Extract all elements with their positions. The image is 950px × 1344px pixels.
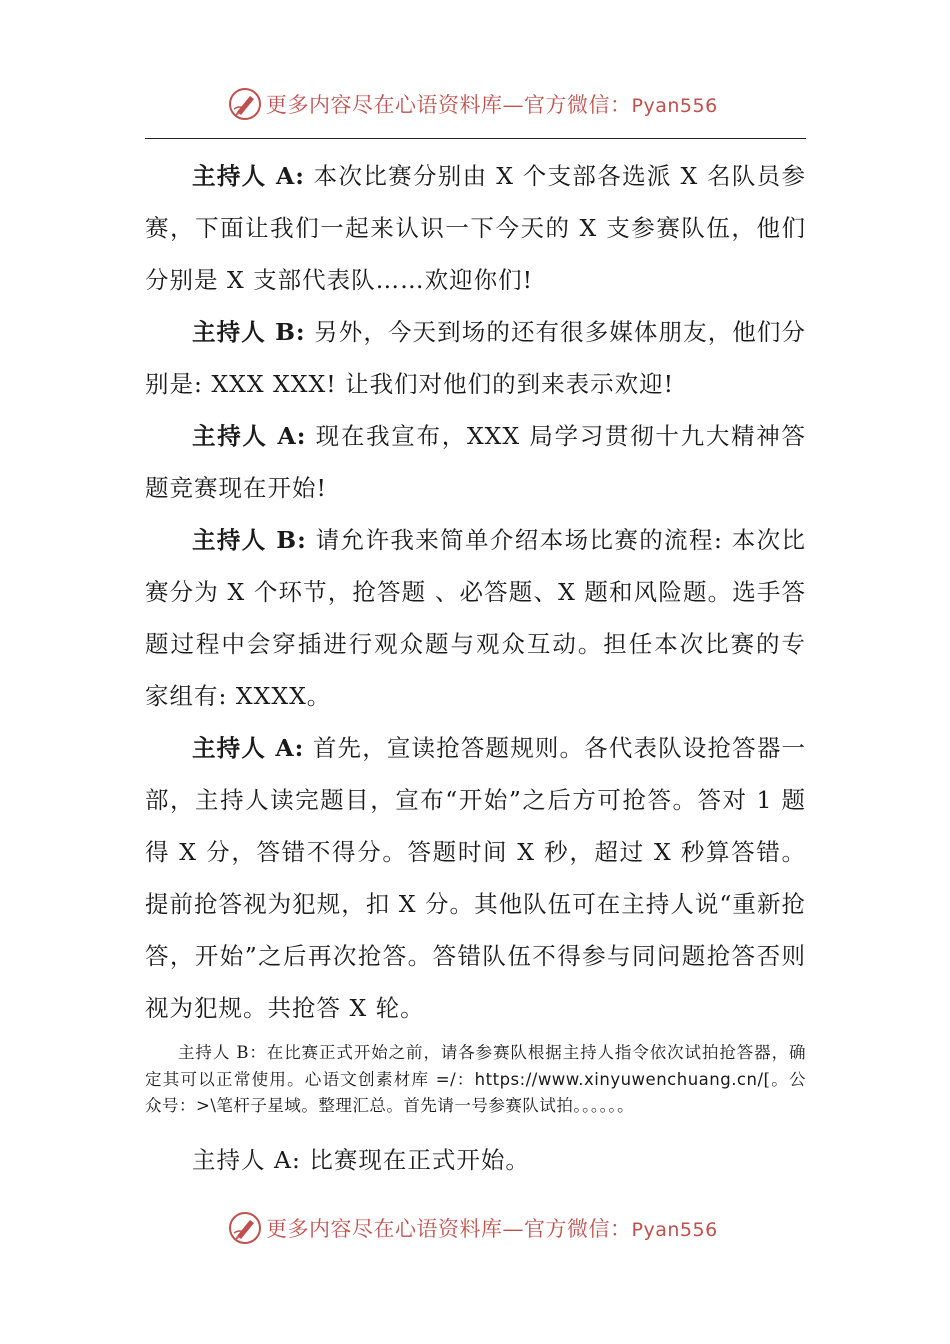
speaker-label: 主持人 B: bbox=[192, 318, 306, 346]
paragraph-final: 主持人 A: 比赛现在正式开始。 bbox=[192, 1145, 530, 1174]
paragraph-text: 首先，宣读抢答题规则。各代表队设抢答器一部，主持人读完题目，宣布“开始”之后方可抢答。答对 1 题得 X 分，答错不得分。答题时间 X 秒，超过 X 秒算答错。提前抢答视为犯规，扣 X 分。其他队伍可在主持人说“重新抢答，开始”之后再次抢答。答错队伍不得参与同问题抢答否则视为犯规。共抢答 X 轮。 bbox=[145, 734, 806, 1022]
speaker-label: 主持人 B: bbox=[192, 526, 307, 554]
paragraph-5 bbox=[145, 722, 806, 1034]
header-divider bbox=[145, 138, 806, 139]
pen-logo-icon bbox=[228, 87, 262, 121]
footer-brand-text: 更多内容尽在心语资料库—官方微信：Pyan556 bbox=[266, 1217, 718, 1241]
paragraph-text: 请允许我来简单介绍本场比赛的流程: 本次比赛分为 X 个环节，抢答题 、必答题、X 题和风险题。选手答题过程中会穿插进行观众题与观众互动。担任本次比赛的专家组有: XXXX。 bbox=[145, 526, 807, 710]
header-watermark bbox=[228, 84, 718, 124]
paragraph-text: 本次比赛分别由 X 个支部各选派 X 名队员参赛，下面让我们一起来认识一下今天的 X 支参赛队伍，他们分别是 X 支部代表队……欢迎你们! bbox=[145, 162, 806, 294]
speaker-label: 主持人 A: bbox=[192, 734, 305, 762]
pen-logo-icon bbox=[228, 1211, 262, 1245]
speaker-label: 主持人 A: bbox=[192, 422, 307, 450]
paragraph-3 bbox=[145, 410, 806, 514]
header-brand-text: 更多内容尽在心语资料库—官方微信：Pyan556 bbox=[266, 93, 718, 117]
paragraph-text: 另外，今天到场的还有很多媒体朋友，他们分别是: XXX XXX! 让我们对他们的到来表示欢迎! bbox=[145, 318, 806, 398]
speaker-label: 主持人 A: bbox=[192, 162, 305, 190]
document-body bbox=[145, 150, 806, 1186]
paragraph-4 bbox=[145, 514, 806, 722]
site-link[interactable]: https://www.xinyuwenchuang.cn/ bbox=[474, 1069, 764, 1089]
paragraph-1 bbox=[145, 150, 806, 306]
paragraph-small: 主持人 B：在比赛正式开始之前，请各参赛队根据主持人指令依次试拍抢答器，确定其可以正常使用。心语文创素材库 =/：https://www.xinyuwenchuang.cn/[。公众号：>\笔杆子星域。整理汇总。首先请一号参赛队试拍。。。。。。 bbox=[145, 1043, 806, 1115]
paragraph-2 bbox=[145, 306, 806, 410]
paragraph-text: 现在我宣布，XXX 局学习贯彻十九大精神答题竞赛现在开始! bbox=[145, 422, 806, 502]
footer-watermark bbox=[228, 1208, 718, 1248]
